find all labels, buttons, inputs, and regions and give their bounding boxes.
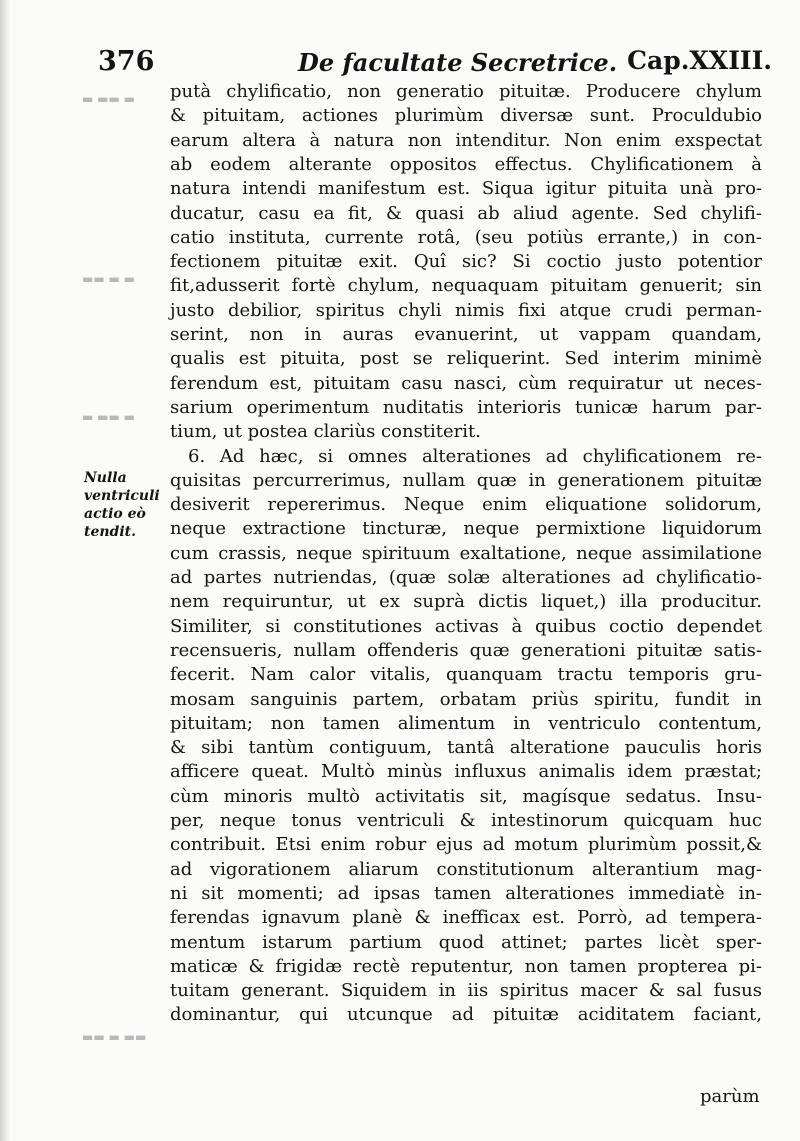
text-line: cùm minoris multò activitatis sit, magísque sedatus. Insu- <box>170 785 762 807</box>
text-line: fecerit. Nam calor vitalis, quanquam tractu temporis gru- <box>170 664 762 686</box>
text-line: justo debilior, spiritus chyli nimis fixi atque crudi perman- <box>170 299 762 321</box>
margin-note: Nulla ventriculi actio eò tendit. <box>84 470 160 540</box>
running-title: De facultate Secretrice. <box>298 48 618 77</box>
text-line: & sibi tantùm contiguum, tantâ alteratione pauculis horis <box>170 737 762 759</box>
text-line: putà chylificatio, non generatio pituitæ. Producere chylum <box>170 81 762 102</box>
text-line: ni sit momenti; ad ipsas tamen alterationes immediatè in- <box>170 882 762 904</box>
text-line: desiverit repererimus. Neque enim eliquatione solidorum, <box>170 494 762 516</box>
text-line: qualis est pituita, post se reliquerint. Sed interim minimè <box>170 348 762 370</box>
show-through-mark: ▬▬ ▬ ▬▬ <box>82 1030 147 1044</box>
text-line: ad partes nutriendas, (quæ solæ alterationes ad chylificatio- <box>170 567 762 588</box>
text-line: cum crassis, neque spirituum exaltatione, neque assimilatione <box>170 542 762 564</box>
text-line: dominantur, qui utcunque ad pituitæ aciditatem faciant, <box>170 1004 762 1026</box>
text-line: recensueris, nullam offenderis quæ generationi pituitæ satis- <box>170 639 762 661</box>
text-line: ab eodem alterante oppositos effectus. Chylificationem à <box>170 153 762 175</box>
text-line: earum altera à natura non intenditur. Non enim exspectat <box>170 129 762 151</box>
text-line: per, neque tonus ventriculi & intestinorum quicquam huc <box>170 810 762 831</box>
text-line: catio instituta, currente rotâ, (seu potiùs errante,) in con- <box>170 226 762 248</box>
text-line: pituitam; non tamen alimentum in ventriculo contentum, <box>170 712 762 734</box>
text-line: ferendas ignavum planè & inefficax est. Porrò, ad tempera- <box>170 907 762 929</box>
text-line: natura intendi manifestum est. Siqua igitur pituita unà pro- <box>170 178 762 200</box>
show-through-mark: ▬▬ ▬ ▬ <box>82 272 135 286</box>
text-line: & pituitam, actiones plurimùm diversæ sunt. Proculdubio <box>170 105 762 127</box>
text-line: nem requiruntur, ut ex suprà dictis liquet,) illa producitur. <box>170 591 762 613</box>
text-line: ferendum est, pituitam casu nasci, cùm requiratur ut neces- <box>170 372 762 394</box>
show-through-mark: ▬ ▬▬ ▬ <box>82 410 135 424</box>
text-line: neque extractione tincturæ, neque permixtione liquidorum <box>170 518 762 540</box>
text-line: fectionem pituitæ exit. Quî sic? Si coctio justo potentior <box>170 251 762 273</box>
text-line: fit,adusserit fortè chylum, nequaquam pituitam genuerit; sin <box>170 275 762 297</box>
page-number: 376 <box>98 46 155 77</box>
catchword: parùm <box>700 1086 760 1107</box>
page-gutter-shadow <box>0 0 10 1141</box>
text-line: afficere queat. Multò minùs influxus animalis idem præstat; <box>170 761 762 783</box>
text-line: contribuit. Etsi enim robur ejus ad motum plurimùm possit,& <box>170 834 762 856</box>
text-line: tuitam generant. Siquidem in iis spiritus macer & sal fusus <box>170 980 762 1002</box>
text-line: maticæ & frigidæ rectè reputentur, non tamen propterea pi- <box>170 955 762 977</box>
show-through-mark: ▬ ▬▬ ▬ <box>82 92 135 106</box>
text-line: tium, ut postea clariùs constiterit. <box>170 421 482 443</box>
text-line: ducatur, casu ea fit, & quasi ab aliud agente. Sed chylifi- <box>170 202 762 224</box>
text-line: 6. Ad hæc, si omnes alterationes ad chylificationem re- <box>188 445 762 467</box>
text-line: mentum istarum partium quod attinet; partes licèt sper- <box>170 931 762 953</box>
text-line: ad vigorationem aliarum constitutionum alterantium mag- <box>170 858 762 880</box>
text-line: quisitas percurrerimus, nullam quæ in generationem pituitæ <box>170 469 762 491</box>
text-line: serint, non in auras evanuerint, ut vappam quandam, <box>170 324 762 345</box>
text-line: Similiter, si constitutiones activas à quibus coctio dependet <box>170 615 762 637</box>
chapter-heading: Cap.XXIII. <box>627 46 772 75</box>
text-line: mosam sanguinis partem, orbatam priùs spiritu, fundit in <box>170 688 762 710</box>
text-line: sarium operimentum nuditatis interioris tunicæ harum par- <box>170 396 762 418</box>
page-header <box>88 44 778 84</box>
